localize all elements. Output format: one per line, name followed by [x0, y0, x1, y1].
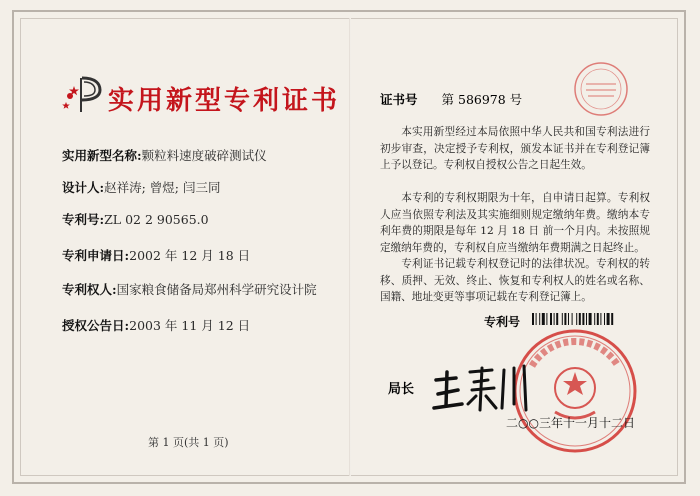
certificate-number-value: 第 586978 号: [441, 92, 523, 107]
field-value: 国家粮食储备局郑州科学研究设计院: [116, 282, 317, 297]
patent-logo-icon: [60, 72, 104, 116]
field-label: 专利权人:: [62, 282, 117, 297]
field-designers: [62, 178, 221, 196]
field-label: 专利号:: [62, 212, 105, 227]
issue-date: 二○○三年十一月十二日: [506, 416, 635, 430]
barcode-icon: [532, 313, 666, 325]
director-label: 局长: [388, 382, 415, 397]
stamp-icon: [572, 60, 630, 118]
certificate-number-label: 证书号: [380, 92, 418, 107]
field-value: 2003 年 11 月 12 日: [129, 318, 251, 333]
paragraph-term: 本专利的专利权期限为十年，自申请日起算。专利权人应当依照专利法及其实施细则规定缴纳年费。缴纳本专利年费的期限是每年 12 月 18 日 前一个月内。未按照规定缴纳年费的，专利权自应当缴纳年费期满之日起终止。: [380, 192, 650, 254]
certificate-title: 实用新型专利证书: [108, 86, 341, 116]
page-number: 第 1 页(共 1 页): [148, 436, 229, 449]
field-label: 授权公告日:: [62, 318, 130, 333]
field-label: 专利申请日:: [62, 248, 130, 263]
field-grant-date: [62, 316, 250, 334]
field-label: 设计人:: [62, 180, 105, 195]
field-label: 实用新型名称:: [62, 148, 142, 163]
field-utility-model-name: [62, 146, 267, 164]
certificate-number: [380, 90, 522, 108]
field-value: ZL 02 2 90565.0: [104, 212, 209, 227]
field-value: 颗粒料速度破碎测试仪: [141, 148, 267, 163]
field-value: 赵祥涛; 曾煜; 闫三同: [104, 180, 221, 195]
field-application-date: [62, 246, 250, 264]
center-fold: [349, 18, 351, 476]
field-value: 2002 年 12 月 18 日: [129, 248, 251, 263]
director-signature: [430, 360, 530, 416]
field-patent-number: [62, 210, 209, 228]
paragraph-grant: 本实用新型经过本局依照中华人民共和国专利法进行初步审查，决定授予专利权，颁发本证书并在专利登记簿上予以登记。专利权自授权公告之日起生效。: [380, 126, 650, 171]
field-patentee: [62, 280, 317, 298]
barcode-label: 专利号: [484, 315, 521, 329]
paragraph-legal-status: 专利证书记载专利权登记时的法律状况。专利权的转移、质押、无效、终止、恢复和专利权人的姓名或名称、国籍、地址变更等事项记载在专利登记簿上。: [380, 258, 650, 303]
